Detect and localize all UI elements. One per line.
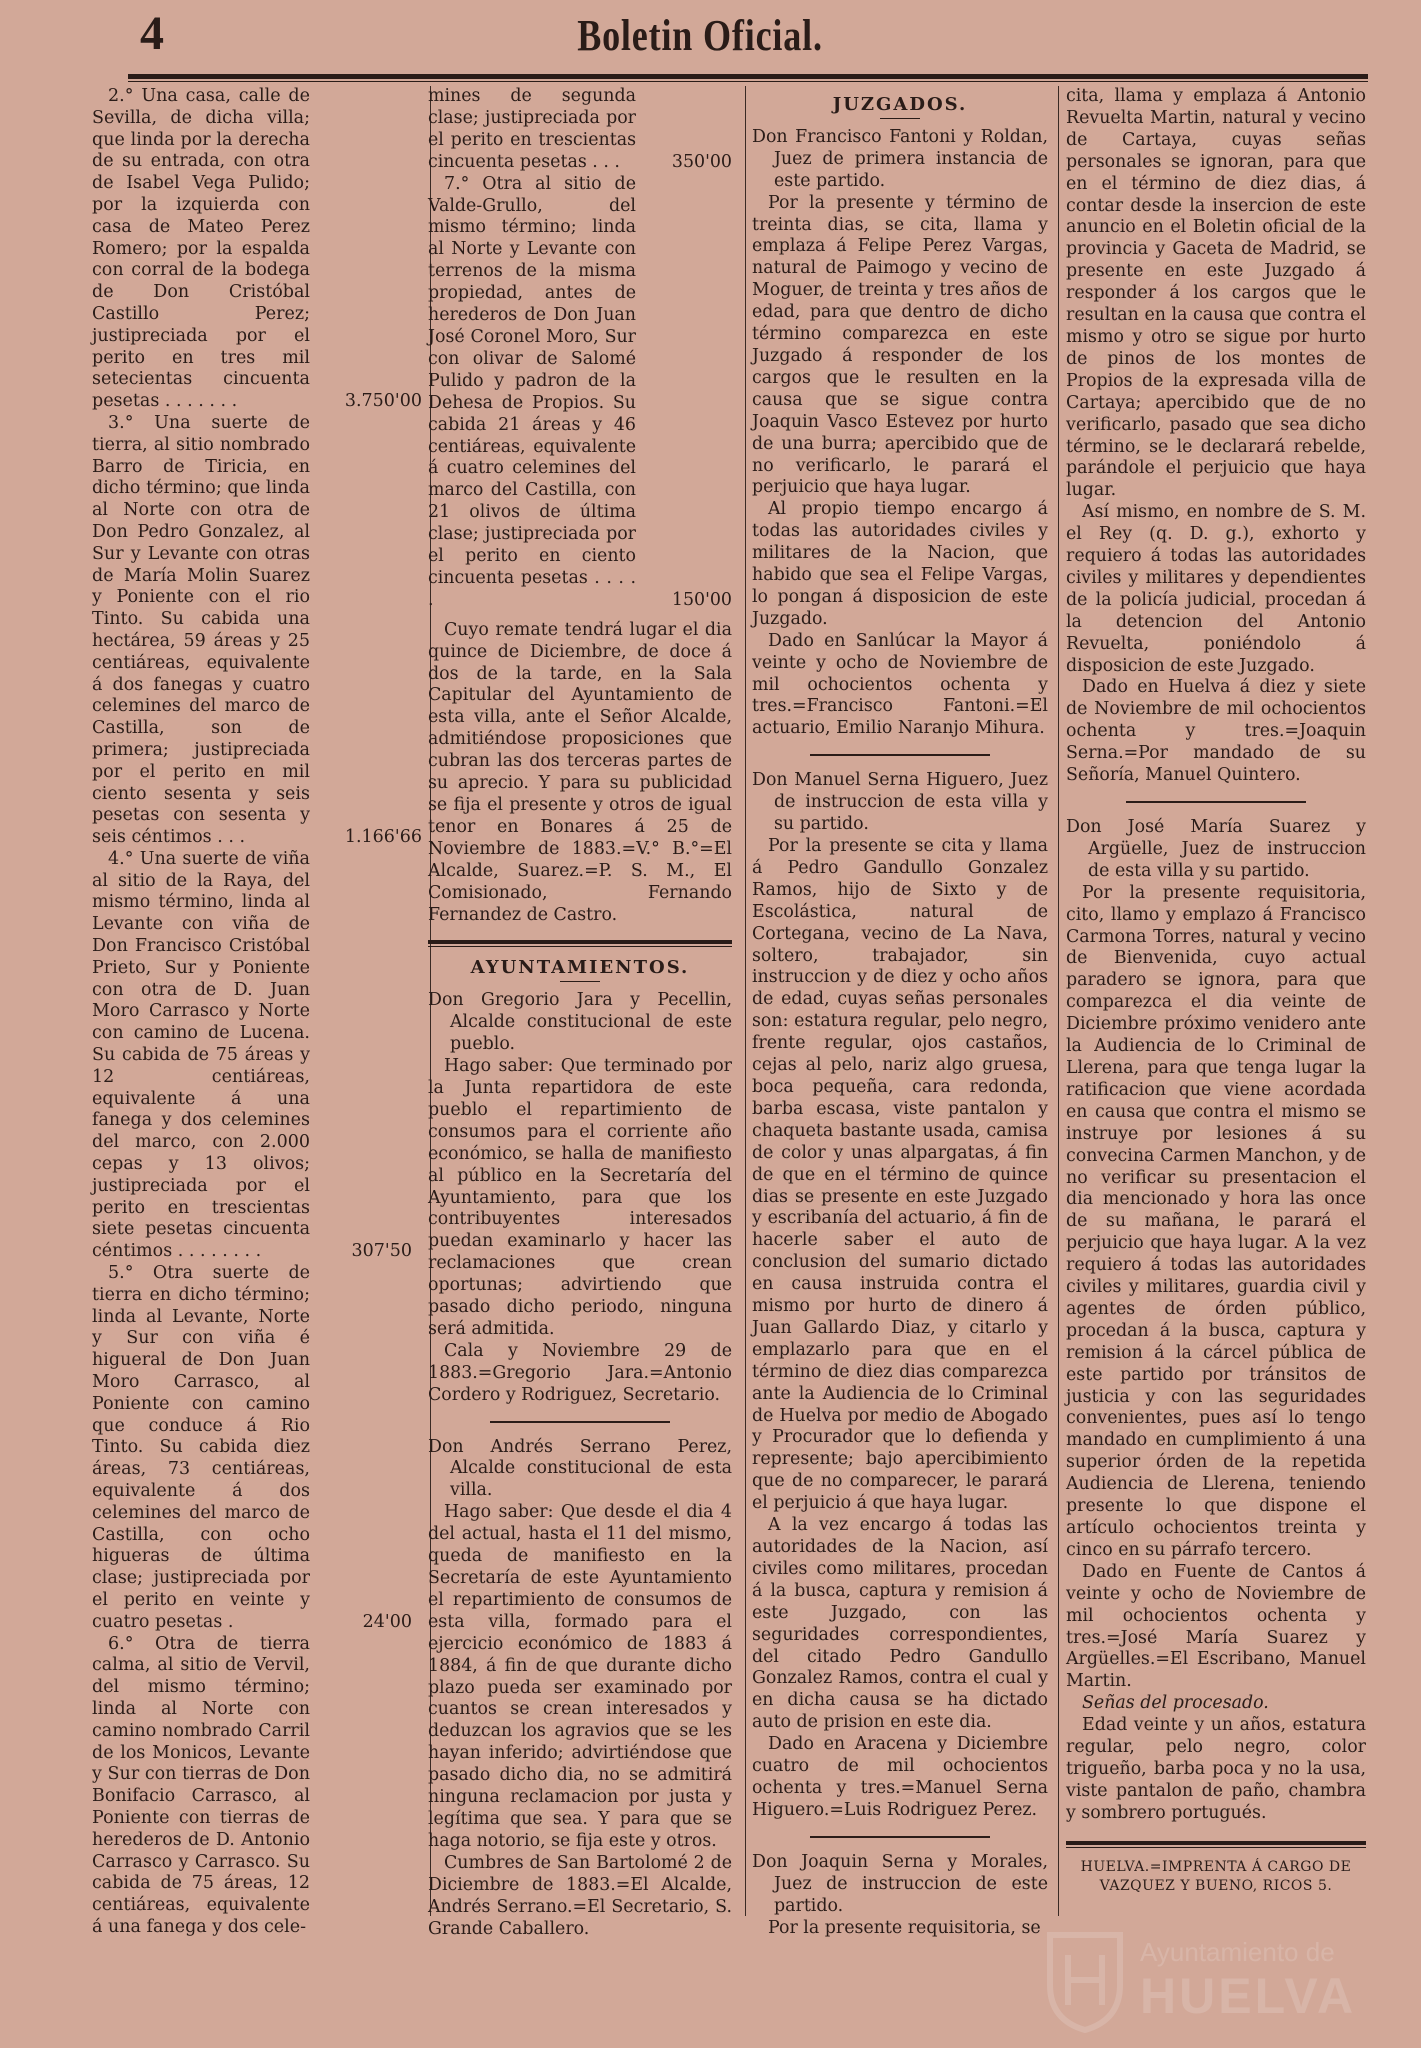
item-amount: 1.166'66: [344, 827, 422, 848]
item-amount: 24'00: [362, 1611, 412, 1632]
notice-body-continued: cita, llama y emplaza á Antonio Revuelta Martin, natural y vecino de Cartaya, cuyas señas personales se ignoran, para que en el término de diez dias, á contar desde la insercion de este anuncio en el Boletin oficial de la provincia y Gaceta de Madrid, se presente en este Juzgado á responder á los cargos que le resultan en la causa que contra el mismo y otro se sigue por hurto de pinos de los montes de Propios de la expresada villa de Cartaya; apercibido que de no verificarlo, pasado que sea dicho término, se le declarará rebelde, parándole el perjuicio que haya lugar.: [1066, 86, 1366, 501]
column-3: [752, 86, 1048, 1939]
imprint-line: HUELVA.=IMPRENTA Á CARGO DE: [1080, 1858, 1352, 1875]
property-item-5: [92, 1263, 412, 1634]
notice-body: Por la presente requisitoria, cito, llamo y emplazo á Francisco Carmona Torres, natural y vecino de Bienvenida, cuyo actual paradero se ignora, para que comparezca el dia veinte de Diciembre próximo venidero ante la Audiencia de lo Criminal de Llerena, para que tenga lugar la ratificacion que viene acordada en causa que contra el mismo se instruye por lesiones á su convecina Carmen Manchon, y de no verificar su presentacion el dia mencionado y hora las once de su mañana, le parará el perjuicio que haya lugar. A la vez requiero á todas las autoridades civiles y militares, guardia civil y agentes de órden público, procedan á la busca, captura y remision á la cárcel pública de este partido por tránsitos de justicia y con las seguridades convenientes, pues así lo tengo mandado en cumplimiento á una superior órden de la repetida Audiencia de Llerena, teniendo presente lo que dispone el artículo ochocientos treinta y cinco en su párrafo tercero.: [1066, 882, 1366, 1560]
notice-heading: Don Manuel Serna Higuero, Juez de instruccion de esta villa y su partido.: [752, 770, 1048, 835]
city-crest-icon: [1040, 1925, 1130, 2035]
property-item-6: [92, 1634, 402, 1939]
notice-body: Hago saber: Que desde el dia 4 del actual, hasta el 11 del mismo, queda de manifiesto en la Secretaría de este Ayuntamiento el repartimiento de consumos de esta villa, formado para el ejercicio económico de 1883 á 1884, á fin de que durante dicho plazo pueda ser examinado por cuantos se crean interesados y deduzcan los agravios que se les hayan inferido; advirtiéndose que pasado dicho dia, no se admitirá ninguna reclamacion por justa y legítima que sea. Y para que se haga notorio, se fija este y otros.: [428, 1502, 732, 1851]
section-heading-ayuntamientos: AYUNTAMIENTOS.: [470, 957, 690, 979]
header-rule: [128, 74, 1368, 79]
property-item-6-continued: [428, 86, 732, 174]
column-divider: [745, 86, 746, 1916]
watermark-line: HUELVA: [1140, 1968, 1357, 2024]
notice-signature: Dado en Sanlúcar la Mayor á veinte y ocho de Noviembre de mil ochocientos ochenta y tres.=Francisco Fantoni.=El actuario, Emilio Naranjo Mihura.: [752, 630, 1048, 739]
notice-body: Así mismo, en nombre de S. M. el Rey (q. D. g.), exhorto y requiero á todas las autoridades civiles y militares y dependientes de la policía judicial, procedan á la detencion del Antonio Revuelta, poniéndolo á disposicion de este Juzgado.: [1066, 502, 1366, 676]
notice-body: Edad veinte y un años, estatura regular, pelo negro, color trigueño, barba poca y no la usa, viste pantalon de paño, chambra y sombrero portugués.: [1066, 1715, 1366, 1823]
notice-body: Por la presente y término de treinta dias, se cita, llama y emplaza á Felipe Perez Vargas, natural de Paimogo y vecino de Moguer, de treinta y tres años de edad, para que dentro de dicho término comparezca en este Juzgado á responder de los cargos que le resulten en la causa que se sigue contra Joaquin Vasco Estevez por hurto de una burra; apercibido que de no verificarlo, le parará el perjuicio que haya lugar.: [752, 192, 1048, 498]
notice-signature: Dado en Fuente de Cantos á veinte y ocho de Noviembre de mil ochocientos ochenta y tres.=José María Suarez y Argüelles.=El Escribano, Manuel Martin.: [1066, 1561, 1366, 1692]
item-amount: 307'50: [351, 1241, 412, 1262]
column-divider: [1058, 86, 1059, 1916]
notice-heading: Don José María Suarez y Argüelle, Juez de instruccion de esta villa y su partido.: [1066, 817, 1366, 881]
watermark-line: Ayuntamiento de: [1140, 1937, 1335, 1967]
item-text: 5.° Otra suerte de tierra en dicho término; linda al Levante, Norte y Sur con viña é higueral de Don Juan Moro Carrasco, al Poniente con camino que conduce á Rio Tinto. Su cabida diez áreas, 73 centiáreas, equivalente á dos celemines del marco de Castilla, con ocho higueras de última clase; justipreciada por el perito en veinte y cuatro pesetas .: [92, 1263, 310, 1632]
header-rule-thin: [128, 81, 1368, 82]
property-item-3: [92, 412, 422, 849]
property-item-4: [92, 848, 412, 1263]
section-separator-thin: [428, 946, 732, 947]
column-2: [428, 86, 732, 1940]
notice-separator: [810, 754, 990, 756]
item-text: 2.° Una casa, calle de Sevilla, de dicha villa; que linda por la derecha de su entrada, con otra de Isabel Vega Pulido; por la izquierda con casa de Mateo Perez Romero; por la espalda con corral de la bodega de Don Cristóbal Castillo Perez; justipreciada por el perito en tres mil setecientas cincuenta pesetas . . . . . . .: [92, 86, 310, 412]
notice-signature: Cala y Noviembre 29 de 1883.=Gregorio Jara.=Antonio Cordero y Rodriguez, Secretario.: [428, 1340, 732, 1405]
notice-heading: Don Joaquin Serna y Morales, Juez de instruccion de este partido.: [752, 1851, 1048, 1916]
item-amount: 3.750'00: [344, 391, 422, 412]
printer-imprint: [1066, 1858, 1366, 1896]
page-title: Boletin Oficial.: [577, 11, 823, 60]
heading-rule: [880, 118, 920, 119]
notice-heading: Don Gregorio Jara y Pecellin, Alcalde constitucional de este pueblo.: [428, 990, 732, 1055]
notice-separator: [490, 1421, 670, 1423]
column-1: [92, 86, 422, 1939]
property-item-7: [428, 174, 732, 612]
item-text: 4.° Una suerte de viña al sitio de la Raya, del mismo término, linda al Levante con viña de Don Francisco Cristóbal Prieto, Sur y Poniente con otra de D. Juan Moro Carrasco y Norte con camino de Lucena. Su cabida de 75 áreas y 12 centiáreas, equivalente á una fanega y dos celemines del marco, con 2.000 cepas y 13 olivos; justipreciada por el perito en trescientas siete pesetas cincuenta céntimos . . . . . . . .: [92, 848, 310, 1262]
footer-separator-thin: [1066, 1847, 1366, 1848]
notice-signature: Cumbres de San Bartolomé 2 de Diciembre de 1883.=El Alcalde, Andrés Serrano.=El Secretario, S. Grande Caballero.: [428, 1852, 732, 1939]
section-separator: [428, 940, 732, 944]
notice-body: Por la presente se cita y llama á Pedro Gandullo Gonzalez Ramos, hijo de Sixto y de Escolástica, natural de Cortegana, vecino de La Nava, soltero, trabajador, sin instruccion y de diez y ocho años de edad, cuyas señas personales son: estatura regular, pelo negro, frente regular, ojos castaños, cejas al pelo, nariz algo gruesa, boca pequeña, cara redonda, barba escasa, viste pantalon y chaqueta bastante usada, camisa de color y unas alpargatas, á fin de que en el término de quince dias se presente en este Juzgado y escribanía del actuario, á fin de hacerle saber el auto de conclusion del sumario dictado en causa instruida contra el mismo por hurto de dinero á Juan Gallardo Diaz, y citarlo y emplazarlo para que en el término de diez dias comparezca ante la Audiencia de lo Criminal de Huelva por medio de Abogado y Procurador que lo defienda y represente; bajo apercibimiento que de no comparecer, le parará el perjuicio á que haya lugar.: [752, 836, 1048, 1514]
imprint-line: VAZQUEZ Y BUENO, RICOS 5.: [1099, 1877, 1333, 1894]
notice-heading: Don Francisco Fantoni y Roldan, Juez de primera instancia de este partido.: [752, 126, 1048, 191]
page-number: 4: [140, 7, 164, 60]
notice-body: Por la presente requisitoria, se: [768, 1917, 1041, 1938]
item-text: 7.° Otra al sitio de Valde-Grullo, del mismo término; linda al Norte y Levante con terrenos de la misma propiedad, antes de herederos de Don Juan José Coronel Moro, Sur con olivar de Salomé Pulido y padron de la Dehesa de Propios. Su cabida 21 áreas y 46 centiáreas, equivalente á cuatro celemines del marco del Castilla, con 21 olivos de última clase; justipreciada por el perito en ciento cincuenta pesetas . . . . .: [428, 173, 636, 610]
column-4: [1066, 86, 1366, 1896]
section-heading-juzgados: JUZGADOS.: [832, 94, 968, 115]
notice-body: Hago saber: Que terminado por la Junta repartidora de este pueblo el repartimiento de consumos para el corriente año económico, se halla de manifiesto al público en la Secretaría del Ayuntamiento, para que los contribuyentes interesados puedan examinarlo y hacer las reclamaciones que crean oportunas; advirtiendo que pasado dicho periodo, ninguna será admitida.: [428, 1056, 732, 1339]
notice-body: A la vez encargo á todas las autoridades de la Nacion, así civiles como militares, procedan á la busca, captura y remision á este Juzgado, con las seguridades correspondientes, del citado Pedro Gandullo Gonzalez Ramos, contra el cual y en dicha causa se ha dictado auto de prision en este dia.: [752, 1515, 1048, 1733]
notice-signature: Dado en Aracena y Diciembre cuatro de mil ochocientos ochenta y tres.=Manuel Serna Higuero.=Luis Rodriguez Perez.: [752, 1734, 1048, 1820]
subsection-heading: Señas del procesado.: [1082, 1693, 1269, 1714]
archive-watermark: [1040, 1925, 1357, 2035]
notice-separator: [1126, 801, 1306, 803]
footer-separator: [1066, 1841, 1366, 1845]
property-item-2: [92, 86, 422, 413]
item-text: 6.° Otra de tierra calma, al sitio de Vervil, del mismo término; linda al Norte con camino nombrado Carril de los Monicos, Levante y Sur con tierras de Don Bonifacio Carrasco, al Poniente con tierras de herederos de D. Antonio Carrasco y Carrasco. Su cabida de 75 áreas, 12 centiáreas, equivalente á una fanega y dos cele-: [92, 1633, 310, 1937]
notice-signature: Dado en Huelva á diez y siete de Noviembre de mil ochocientos ochenta y tres.=Joaquin Serna.=Por mandado de su Señoría, Manuel Quintero.: [1066, 677, 1366, 786]
item-text: mines de segunda clase; justipreciada por el perito en trescientas cincuenta pesetas . . .: [428, 86, 636, 172]
notice-heading: Don Andrés Serrano Perez, Alcalde constitucional de esta villa.: [428, 1436, 732, 1501]
auction-notice: Cuyo remate tendrá lugar el dia quince de Diciembre, de doce á dos de la tarde, en la Sala Capitular del Ayuntamiento de esta villa, ante el Señor Alcalde, admitiéndose proposiciones que cubran las dos terceras partes de su aprecio. Y para su publicidad se fija el presente y otros de igual tenor en Bonares á 25 de Noviembre de 1883.=V.° B.°=El Alcalde, Suarez.=P. S. M., El Comisionado, Fernando Fernandez de Castro.: [428, 619, 732, 925]
notice-separator: [810, 1836, 990, 1838]
item-amount: 350'00: [671, 151, 732, 172]
heading-rule: [560, 981, 600, 982]
notice-body: Al propio tiempo encargo á todas las autoridades civiles y militares de la Nacion, que habido que sea el Felipe Vargas, lo pongan á disposicion de este Juzgado.: [752, 499, 1048, 629]
item-text: 3.° Una suerte de tierra, al sitio nombrado Barro de Tiricia, en dicho término; que linda al Norte con otra de Don Pedro Gonzalez, al Sur y Levante con otras de María Molin Suarez y Poniente con el rio Tinto. Su cabida una hectárea, 59 áreas y 25 centiáreas, equivalente á dos fanegas y cuatro celemines del marco de Castilla, son de primera; justipreciada por el perito en mil ciento sesenta y seis pesetas con sesenta y seis céntimos . . .: [92, 412, 310, 848]
item-amount: 150'00: [671, 589, 732, 610]
